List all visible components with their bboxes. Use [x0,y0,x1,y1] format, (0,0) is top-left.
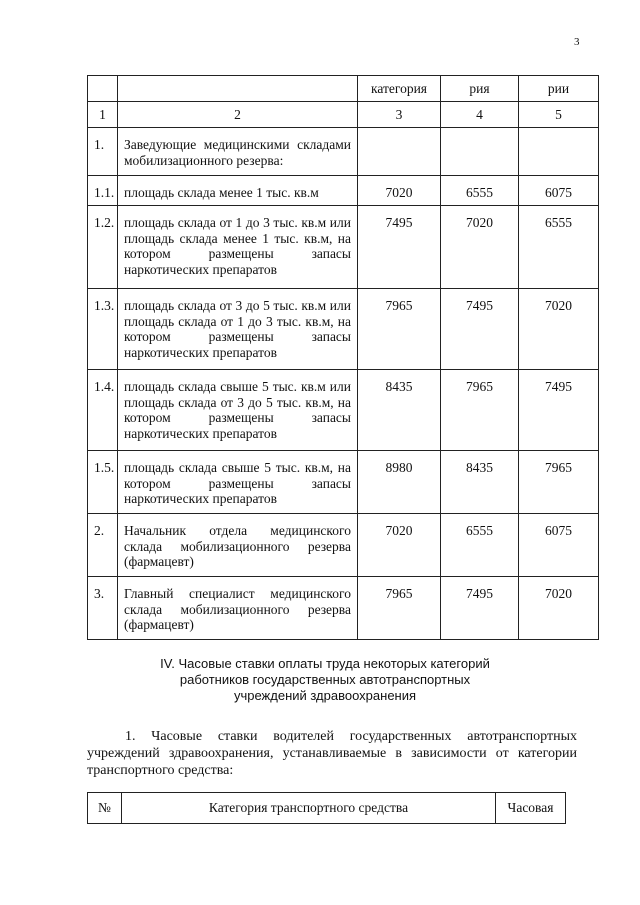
rate-value: 7495 [358,206,441,289]
row-number: 3. [88,577,118,640]
column-index: 5 [519,102,599,128]
column-index: 2 [118,102,358,128]
rate-value: 7495 [519,370,599,451]
rate-value: 7965 [441,370,519,451]
header-cell-category: категория [358,76,441,102]
row-number: 1.2. [88,206,118,289]
row-number: 1.4. [88,370,118,451]
row-number: 1. [88,128,118,176]
rate-value: 8980 [358,451,441,514]
section-heading-line: работников государственных автотранспортных [179,672,471,687]
table-row [88,128,599,176]
page-number: 3 [574,36,580,48]
row-number: 1.1. [88,176,118,206]
rate-value: 7020 [519,577,599,640]
header-cell-category-3: рии [519,76,599,102]
rate-value: 6075 [519,514,599,577]
column-index: 1 [88,102,118,128]
section-paragraph: 1. Часовые ставки водителей государственных автотранспортных учреждений здравоохранения, устанавливаемые в зависимости от категории транспортного средства: [87,729,577,778]
rate-value [441,128,519,176]
position-name: площадь склада менее 1 тыс. кв.м [118,176,358,206]
position-name: Главный специалист медицинского склада мобилизационного резерва (фармацевт) [118,577,358,640]
table-row [88,451,599,514]
rate-value: 8435 [441,451,519,514]
rate-value [358,128,441,176]
rate-value: 7965 [519,451,599,514]
row-number: 2. [88,514,118,577]
header-cell-category-2: рия [441,76,519,102]
header-cell [118,76,358,102]
rate-value: 8435 [358,370,441,451]
header-cell-number: № [88,793,122,824]
table-header-row [88,76,599,102]
table-row [88,514,599,577]
rate-value: 7965 [358,577,441,640]
table-row [88,370,599,451]
rate-value: 7020 [358,176,441,206]
table-row [88,176,599,206]
section-heading-line: учреждений здравоохранения [233,688,417,703]
rate-value: 6555 [441,514,519,577]
table-row [88,577,599,640]
section-heading-line: IV. Часовые ставки оплаты труда некоторых категорий [160,656,490,671]
row-number: 1.3. [88,289,118,370]
position-name: площадь склада свыше 5 тыс. кв.м, на котором размещены запасы наркотических препаратов [118,451,358,514]
rate-value [519,128,599,176]
row-number: 1.5. [88,451,118,514]
position-name: площадь склада от 3 до 5 тыс. кв.м или площадь склада от 1 до 3 тыс. кв.м, на котором размещены запасы наркотических препаратов [118,289,358,370]
rate-value: 6075 [519,176,599,206]
position-name: Заведующие медицинскими складами мобилизационного резерва: [118,128,358,176]
header-cell [88,76,118,102]
table-header-row [88,793,566,824]
position-name: площадь склада от 1 до 3 тыс. кв.м или площадь склада менее 1 тыс. кв.м, на котором размещены запасы наркотических препаратов [118,206,358,289]
table-row [88,289,599,370]
position-name: площадь склада свыше 5 тыс. кв.м или площадь склада от 3 до 5 тыс. кв.м, на котором размещены запасы наркотических препаратов [118,370,358,451]
hourly-rates-table [87,792,566,824]
position-name: Начальник отдела медицинского склада мобилизационного резерва (фармацевт) [118,514,358,577]
rate-value: 7965 [358,289,441,370]
rate-value: 7495 [441,289,519,370]
table-row [88,206,599,289]
salary-rates-table [87,75,599,640]
rate-value: 6555 [519,206,599,289]
rate-value: 7495 [441,577,519,640]
rate-value: 7020 [441,206,519,289]
rate-value: 7020 [519,289,599,370]
column-index-row [88,102,599,128]
column-index: 3 [358,102,441,128]
rate-value: 7020 [358,514,441,577]
header-cell-hourly: Часовая [496,793,566,824]
section-heading [140,656,510,704]
header-cell-vehicle-category: Категория транспортного средства [122,793,496,824]
rate-value: 6555 [441,176,519,206]
column-index: 4 [441,102,519,128]
